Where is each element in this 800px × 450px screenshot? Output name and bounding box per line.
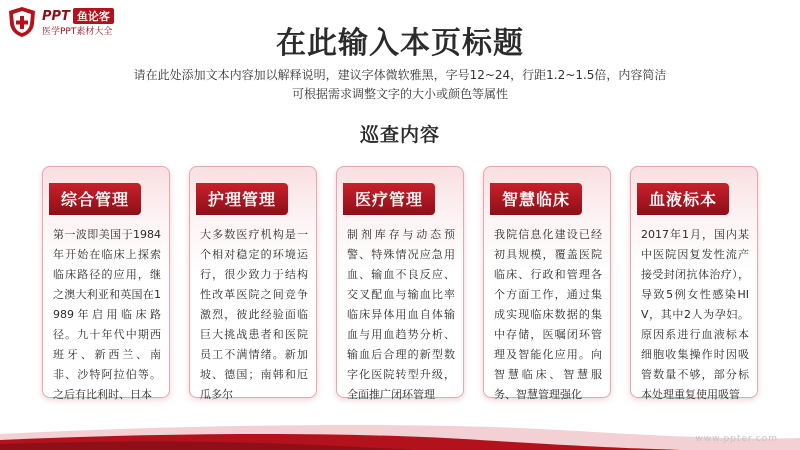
- card-text: 制剂库存与动态预警、特殊情况应急用血、输血不良反应、交叉配血与输血比率临床异体用血自体输血与用血趋势分析、输血后合理的新型数字化医院转型升级，全面推广闭环管理: [347, 228, 455, 401]
- card-nursing-management: [189, 166, 317, 401]
- card-text: 我院信息化建设已经初具规模，覆盖医院临床、行政和管理各个方面工作，通过集成实现临床数据的集中存储，医嘱闭环管理及智能化应用。向智慧临床、智慧服务、智慧管理强化: [494, 228, 602, 401]
- card-text: 大多数医疗机构是一个相对稳定的环境运行，很少致力于结构性改革医院之间竞争激烈，彼此经验面临巨大挑战患者和医院员工不满情绪。新加坡、德国；南韩和厄瓜多尔: [200, 228, 308, 401]
- card-text: 2017年1月，国内某中医院因复发性流产接受封闭抗体治疗），导致5例女性感染HIV，其中2人为孕妇。原因系进行血液标本细胞收集操作时因吸管数量不够，部分标本处理重复使用吸管: [641, 228, 749, 401]
- card-general-management: [42, 166, 170, 401]
- card-text: 第一波即美国于1984年开始在临床上探索临床路径的应用，继之澳大利亚和英国在1989年启用临床路径。九十年代中期西班牙、新西兰、南非、沙特阿拉伯等。之后有比利时、日本: [53, 228, 161, 401]
- section-title: 巡查内容: [359, 124, 440, 146]
- card-smart-clinical: [483, 166, 611, 401]
- card-label: 血液标本: [637, 183, 729, 215]
- page-description-line1: 请在此处添加文本内容加以解释说明，建议字体微软雅黑，字号12~24，行距1.2~1.5倍，内容简洁: [133, 68, 667, 82]
- brand-logo-text: PPT: [42, 9, 70, 24]
- card-medical-management: [336, 166, 464, 401]
- footer-watermark: www.ppter.com: [695, 434, 778, 444]
- footer-wave-decoration: [0, 410, 800, 450]
- page-description-line2: 可根据需求调整文字的大小或颜色等属性: [291, 87, 508, 101]
- page-title: 在此输入本页标题: [276, 26, 524, 61]
- card-blood-specimen: [630, 166, 758, 401]
- card-label: 护理管理: [196, 183, 288, 215]
- card-label: 综合管理: [49, 183, 141, 215]
- brand-subtitle: 医学PPT素材大全: [42, 27, 113, 37]
- card-label: 智慧临床: [490, 183, 582, 215]
- card-label: 医疗管理: [343, 183, 435, 215]
- brand-badge: 鱼论客: [73, 8, 114, 24]
